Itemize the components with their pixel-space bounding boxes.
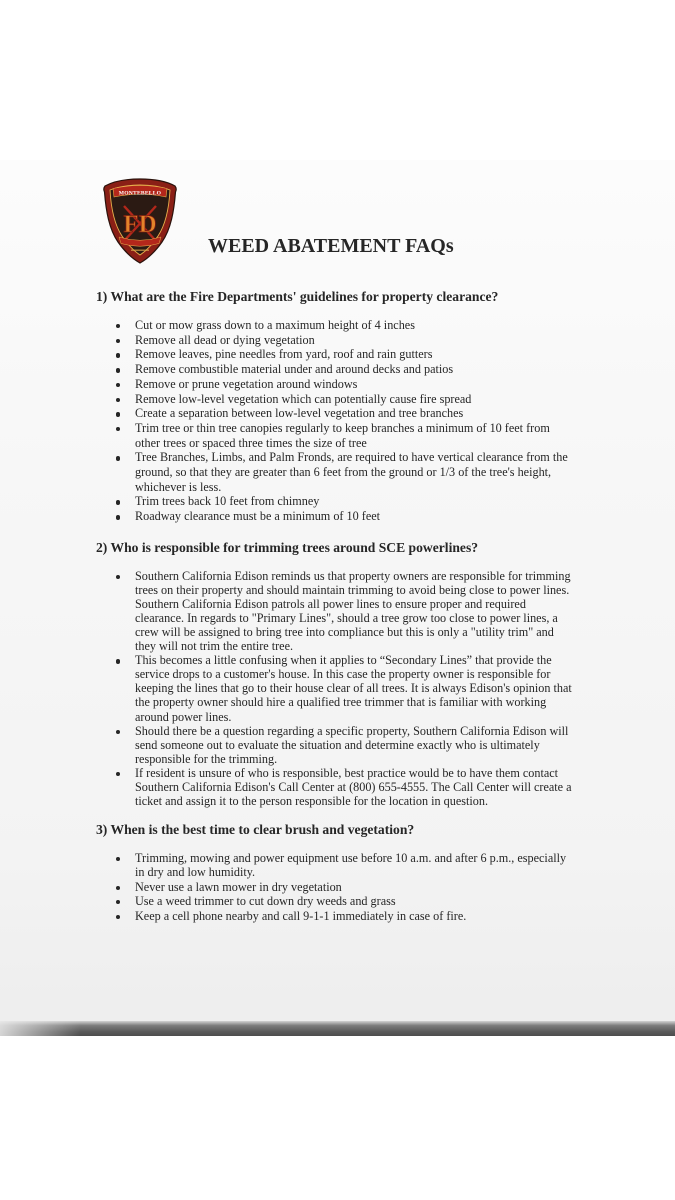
- bullet-icon: [116, 412, 120, 416]
- list-item-text: Remove low-level vegetation which can potentially cause fire spread: [135, 391, 472, 406]
- list-item-text: send someone out to evaluate the situation and determine exactly who is ultimately: [135, 737, 540, 752]
- list-item-text: Trim tree or thin tree canopies regularly to keep branches a minimum of 10 feet from: [135, 420, 550, 435]
- list-item: [135, 318, 568, 333]
- list-item: [135, 766, 572, 808]
- list-item-text: responsible for the trimming.: [135, 751, 278, 766]
- photo-bottom-edge: [0, 1021, 675, 1036]
- bullet-icon: [116, 368, 120, 372]
- list-item-text: Trim trees back 10 feet from chimney: [135, 494, 320, 509]
- faq-answer-list-1: [135, 318, 568, 524]
- list-item-text: If resident is unsure of who is responsible, best practice would be to have them contact: [135, 765, 559, 780]
- list-item-text: Remove or prune vegetation around windows: [135, 376, 358, 391]
- list-item: [135, 377, 568, 392]
- badge-ribbon-mark: [131, 250, 149, 252]
- list-item-text: service drops to a customer's house. In this case the property owner is responsible for: [135, 667, 551, 682]
- list-item-text: Should there be a question regarding a specific property, Southern California Edison will: [135, 723, 569, 738]
- list-item: [135, 851, 566, 880]
- list-item-text: Southern California Edison's Call Center at (800) 655-4555. The Call Center will create a: [135, 780, 572, 794]
- list-item-text: Remove combustible material under and around decks and patios: [135, 362, 454, 377]
- list-item-text: Southern California Edison patrols all power lines to ensure proper and required: [135, 596, 526, 611]
- list-item-text: crew will be assigned to bring tree into compliance but this is only a "utility trim" and: [135, 624, 554, 639]
- list-item-text: clearance. In regards to "Primary Lines", should a tree grow too close to power lines, a: [135, 610, 558, 625]
- list-item-text: Never use a lawn mower in dry vegetation: [135, 879, 342, 894]
- badge-emblem-icon: [102, 177, 178, 265]
- list-item-text: Tree Branches, Limbs, and Palm Fronds, are required to have vertical clearance from the: [135, 450, 568, 465]
- list-item: [135, 333, 568, 348]
- fire-department-logo: [102, 177, 178, 265]
- faq-question-3: 3) When is the best time to clear brush and vegetation?: [96, 821, 415, 837]
- list-item-text: other trees or spaced three times the size of tree: [135, 435, 367, 450]
- list-item-text: trees on their property and should maintain trimming to avoid being close to power lines.: [135, 582, 570, 597]
- list-item-text: Cut or mow grass down to a maximum height of 4 inches: [135, 318, 415, 332]
- logo-top-text: MONTEBELLO: [118, 190, 162, 197]
- list-item: [135, 450, 568, 494]
- list-item-text: Use a weed trimmer to cut down dry weeds and grass: [135, 894, 396, 908]
- faq-answer-list-2: [135, 569, 572, 809]
- list-item-text: Southern California Edison reminds us that property owners are responsible for trimming: [135, 568, 571, 583]
- list-item: [135, 909, 566, 924]
- list-item-text: ticket and assign it to the person responsible for the location in question.: [135, 794, 489, 809]
- list-item-text: Keep a cell phone nearby and call 9-1-1 immediately in case of fire.: [135, 908, 467, 923]
- page-title: WEED ABATEMENT FAQs: [208, 235, 454, 257]
- list-item: [135, 894, 566, 909]
- list-item: [135, 494, 568, 509]
- list-item: [135, 392, 568, 407]
- list-item: [135, 653, 572, 723]
- logo-center-text: FD: [123, 211, 157, 238]
- list-item: [135, 880, 566, 895]
- list-item-text: in dry and low humidity.: [135, 865, 256, 879]
- list-item-text: Roadway clearance must be a minimum of 10 feet: [135, 509, 381, 524]
- bullet-icon: [116, 515, 120, 519]
- list-item: [135, 724, 572, 766]
- list-item-text: whichever is less.: [135, 479, 222, 494]
- list-item-text: This becomes a little confusing when it applies to “Secondary Lines” that provide the: [135, 653, 552, 668]
- list-item-text: Remove leaves, pine needles from yard, roof and rain gutters: [135, 347, 433, 362]
- list-item-text: Remove all dead or dying vegetation: [135, 332, 315, 347]
- list-item: [135, 421, 568, 450]
- faq-question-2: 2) Who is responsible for trimming trees around SCE powerlines?: [96, 539, 479, 555]
- faq-question-1: 1) What are the Fire Departments' guidelines for property clearance?: [96, 288, 499, 304]
- list-item-text: Create a separation between low-level vegetation and tree branches: [135, 406, 464, 421]
- list-item: [135, 362, 568, 377]
- list-item-text: the property owner should hire a qualified tree trimmer that is familiar with working: [135, 695, 547, 710]
- list-item-text: they will not trim the entire tree.: [135, 639, 294, 654]
- list-item-text: around power lines.: [135, 709, 232, 724]
- list-item-text: ground, so that they are greater than 6 feet from the ground or 1/3 of the tree's height,: [135, 465, 552, 480]
- list-item: [135, 406, 568, 421]
- list-item-text: keeping the lines that go to their house clear of all trees. It is always Edison's opinion that: [135, 681, 572, 696]
- list-item-text: Trimming, mowing and power equipment use before 10 a.m. and after 6 p.m., especially: [135, 850, 567, 865]
- list-item: [135, 509, 568, 524]
- bullet-icon: [116, 659, 120, 663]
- faq-answer-list-3: [135, 851, 566, 924]
- list-item: [135, 569, 572, 654]
- list-item: [135, 347, 568, 362]
